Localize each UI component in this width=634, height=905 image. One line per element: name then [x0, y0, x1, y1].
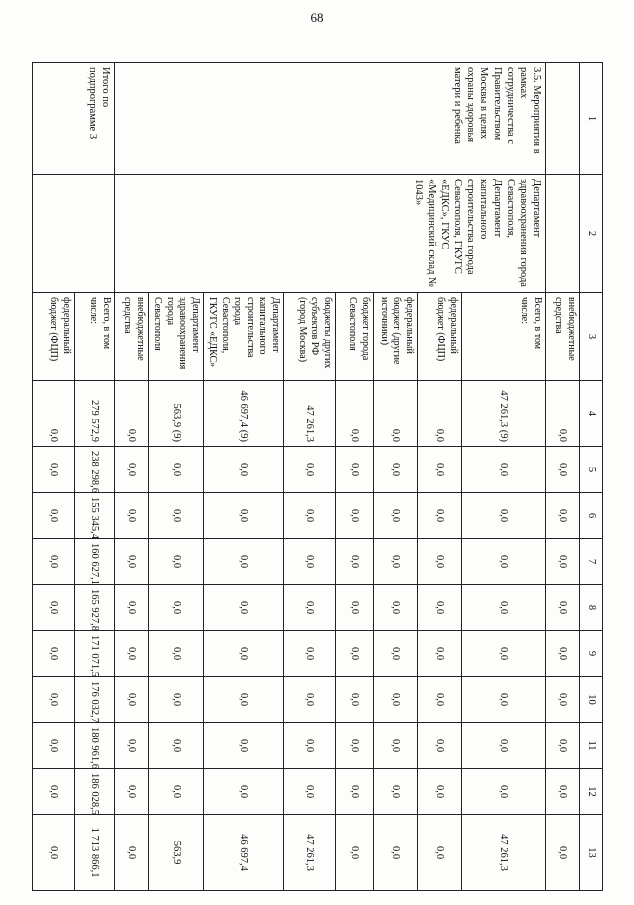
value-cell: 0,0: [546, 723, 580, 769]
funding-table: [32, 62, 603, 891]
value-cell: 0,0: [546, 769, 580, 815]
value-cell: 171 071,5: [75, 631, 115, 677]
column-number: 6: [580, 493, 603, 539]
value-cell: 160 627,1: [75, 539, 115, 585]
value-cell: 0,0: [204, 723, 284, 769]
value-cell: 0,0: [462, 447, 546, 493]
value-cell: 0,0: [115, 769, 149, 815]
value-cell: 0,0: [418, 585, 462, 631]
value-cell: 0,0: [115, 585, 149, 631]
value-cell: 47 261,3 (9): [462, 381, 546, 447]
funding-source: внебюджетные средства: [546, 293, 580, 381]
value-cell: 0,0: [374, 585, 418, 631]
funding-source: Департамент здравоохранения города Севастополя: [149, 293, 204, 381]
value-cell: 0,0: [284, 723, 336, 769]
value-cell: 0,0: [204, 539, 284, 585]
value-cell: 47 261,3: [462, 815, 546, 891]
column-number: 1: [580, 63, 603, 175]
value-cell: 238 298,6: [75, 447, 115, 493]
value-cell: 0,0: [462, 677, 546, 723]
column-number: 10: [580, 677, 603, 723]
subprogram-total-executor: [33, 175, 115, 293]
value-cell: 0,0: [546, 815, 580, 891]
value-cell: 0,0: [418, 815, 462, 891]
value-cell: 0,0: [149, 631, 204, 677]
value-cell: 0,0: [418, 631, 462, 677]
value-cell: 155 345,4: [75, 493, 115, 539]
value-cell: 0,0: [336, 631, 374, 677]
funding-source: бюджет города Севастополя: [336, 293, 374, 381]
table-row: [75, 63, 115, 891]
value-cell: 0,0: [374, 447, 418, 493]
measure-executor: Департамент здравоохранения города Севастополя, Департамент капитального строительства города Севастополя, ГКУГС «ЕДКС», ГКУС «Медицинский склад № 1043»: [115, 175, 546, 293]
value-cell: 0,0: [374, 815, 418, 891]
subprogram-total-label: Итого по подпрограмме 3: [33, 63, 115, 175]
value-cell: 0,0: [336, 493, 374, 539]
value-cell: 0,0: [33, 815, 75, 891]
value-cell: 0,0: [462, 769, 546, 815]
column-number: 4: [580, 381, 603, 447]
value-cell: 0,0: [204, 493, 284, 539]
value-cell: 0,0: [149, 539, 204, 585]
row-label-empty: [546, 63, 580, 175]
measure-name: 3.5. Мероприятия в рамках сотрудничества с Правительством Москвы в целях охраны здоровья матери и ребенка: [115, 63, 546, 175]
value-cell: 0,0: [336, 815, 374, 891]
value-cell: 0,0: [204, 631, 284, 677]
column-number: 9: [580, 631, 603, 677]
value-cell: 0,0: [284, 769, 336, 815]
column-number: 5: [580, 447, 603, 493]
rotated-table-container: [48, 62, 603, 890]
value-cell: 0,0: [462, 585, 546, 631]
funding-source: Всего, в том числе:: [462, 293, 546, 381]
value-cell: 0,0: [284, 493, 336, 539]
value-cell: 0,0: [374, 539, 418, 585]
value-cell: 0,0: [204, 769, 284, 815]
row-executor-empty: [546, 175, 580, 293]
value-cell: 0,0: [115, 493, 149, 539]
funding-source: федеральный бюджет (ФЦП): [418, 293, 462, 381]
value-cell: 563,9: [149, 815, 204, 891]
value-cell: 0,0: [418, 723, 462, 769]
value-cell: 0,0: [33, 677, 75, 723]
value-cell: 186 028,5: [75, 769, 115, 815]
column-number: 12: [580, 769, 603, 815]
value-cell: 0,0: [336, 539, 374, 585]
value-cell: 46 697,4 (9): [204, 381, 284, 447]
value-cell: 0,0: [115, 723, 149, 769]
value-cell: 0,0: [115, 677, 149, 723]
value-cell: 0,0: [33, 769, 75, 815]
value-cell: 0,0: [204, 447, 284, 493]
value-cell: 47 261,3: [284, 815, 336, 891]
value-cell: 0,0: [149, 493, 204, 539]
value-cell: 0,0: [418, 447, 462, 493]
value-cell: 0,0: [33, 447, 75, 493]
value-cell: 0,0: [33, 631, 75, 677]
table-row: [462, 63, 546, 891]
value-cell: 0,0: [418, 381, 462, 447]
value-cell: 0,0: [336, 585, 374, 631]
value-cell: 0,0: [546, 585, 580, 631]
column-number: 2: [580, 175, 603, 293]
value-cell: 0,0: [33, 493, 75, 539]
value-cell: 47 261,3: [284, 381, 336, 447]
value-cell: 0,0: [149, 677, 204, 723]
value-cell: 279 572,9: [75, 381, 115, 447]
value-cell: 0,0: [462, 723, 546, 769]
value-cell: 0,0: [336, 677, 374, 723]
value-cell: 0,0: [462, 539, 546, 585]
value-cell: 0,0: [115, 447, 149, 493]
value-cell: 165 927,8: [75, 585, 115, 631]
value-cell: 0,0: [374, 723, 418, 769]
value-cell: 0,0: [115, 539, 149, 585]
value-cell: 0,0: [374, 631, 418, 677]
value-cell: 0,0: [546, 539, 580, 585]
funding-source: Департамент капитального строительства города Севастополя, ГКУГС «ЕДКС»: [204, 293, 284, 381]
funding-source: федеральный бюджет (ФЦП): [33, 293, 75, 381]
value-cell: 180 961,6: [75, 723, 115, 769]
page-number: 68: [310, 10, 324, 25]
value-cell: 0,0: [546, 381, 580, 447]
value-cell: 0,0: [418, 539, 462, 585]
value-cell: 0,0: [374, 493, 418, 539]
value-cell: 0,0: [374, 769, 418, 815]
value-cell: 0,0: [33, 539, 75, 585]
value-cell: 0,0: [284, 585, 336, 631]
column-number-row: [580, 63, 603, 891]
funding-source: федеральный бюджет (другие источники): [374, 293, 418, 381]
value-cell: 0,0: [418, 769, 462, 815]
value-cell: 0,0: [462, 631, 546, 677]
value-cell: 0,0: [374, 677, 418, 723]
value-cell: 0,0: [546, 677, 580, 723]
value-cell: 0,0: [336, 769, 374, 815]
value-cell: 0,0: [149, 723, 204, 769]
funding-source: бюджеты других субъектов РФ (город Москва): [284, 293, 336, 381]
value-cell: 0,0: [284, 539, 336, 585]
value-cell: 0,0: [418, 493, 462, 539]
value-cell: 0,0: [115, 631, 149, 677]
value-cell: 563,9 (9): [149, 381, 204, 447]
value-cell: 0,0: [204, 585, 284, 631]
value-cell: 0,0: [149, 585, 204, 631]
funding-source: внебюджетные средства: [115, 293, 149, 381]
value-cell: 0,0: [546, 493, 580, 539]
value-cell: 0,0: [33, 381, 75, 447]
value-cell: 0,0: [33, 723, 75, 769]
value-cell: 0,0: [149, 769, 204, 815]
value-cell: 0,0: [115, 381, 149, 447]
value-cell: 0,0: [284, 447, 336, 493]
value-cell: 0,0: [149, 447, 204, 493]
value-cell: 0,0: [546, 447, 580, 493]
value-cell: 0,0: [115, 815, 149, 891]
column-number: 7: [580, 539, 603, 585]
value-cell: 0,0: [284, 631, 336, 677]
rotated-table: [48, 62, 603, 890]
value-cell: 176 032,7: [75, 677, 115, 723]
value-cell: 0,0: [418, 677, 462, 723]
value-cell: 0,0: [546, 631, 580, 677]
table-row: [546, 63, 580, 891]
value-cell: 1 713 866,1: [75, 815, 115, 891]
value-cell: 0,0: [336, 447, 374, 493]
column-number: 8: [580, 585, 603, 631]
value-cell: 0,0: [284, 677, 336, 723]
value-cell: 0,0: [462, 493, 546, 539]
value-cell: 46 697,4: [204, 815, 284, 891]
funding-source: Всего, в том числе:: [75, 293, 115, 381]
value-cell: 0,0: [204, 677, 284, 723]
column-number: 3: [580, 293, 603, 381]
value-cell: 0,0: [374, 381, 418, 447]
column-number: 11: [580, 723, 603, 769]
value-cell: 0,0: [33, 585, 75, 631]
column-number: 13: [580, 815, 603, 891]
value-cell: 0,0: [336, 381, 374, 447]
value-cell: 0,0: [336, 723, 374, 769]
